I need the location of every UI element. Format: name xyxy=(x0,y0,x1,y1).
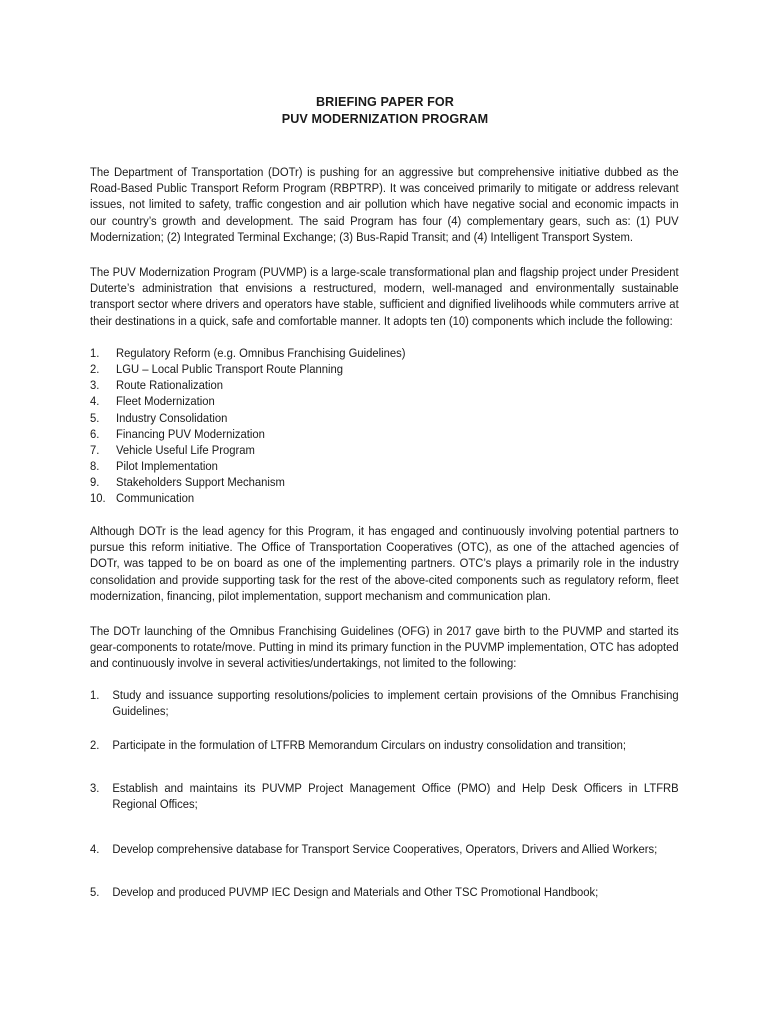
paragraph-intro: The Department of Transportation (DOTr) is pushing for an aggressive but comprehensive initiative dubbed as the Road-Based Public Transport Reform Program (RBPTRP). It was conceived primarily to mitigate or address relevant issues, not limited to safety, traffic congestion and air pollution which have negative social and economic impacts in our country’s growth and development. The said Program has four (4) complementary gears, such as: (1) PUV Modernization; (2) Integrated Terminal Exchange; (3) Bus-Rapid Transit; and (4) Intelligent Transport System. xyxy=(90,165,679,244)
activity-text: Study and issuance supporting resolutions/policies to implement certain provisions of the Omnibus Franchising Guidelines; xyxy=(112,688,679,719)
activity-text: Develop comprehensive database for Transport Service Cooperatives, Operators, Drivers and Allied Workers; xyxy=(112,842,658,856)
list-item-text: Communication xyxy=(116,491,195,506)
list-item-number: 1. xyxy=(90,346,100,360)
activity-number: 3. xyxy=(90,781,100,795)
list-item-text: Financing PUV Modernization xyxy=(116,426,265,441)
activity-item xyxy=(90,737,679,753)
list-item-number: 3. xyxy=(90,378,100,393)
list-item xyxy=(90,474,405,490)
list-item xyxy=(90,345,405,361)
paragraph-puvmp: The PUV Modernization Program (PUVMP) is a large-scale transformational plan and flagship project under President Duterte’s administration that envisions a restructured, modern, well-managed and environmentally sustainable transport sector where drivers and operators have stable, sufficient and dignified livelihoods while commuters arrive at their destinations in a quick, safe and comfortable manner. It adopts ten (10) components which include the following: xyxy=(90,265,679,328)
activity-item xyxy=(90,884,679,900)
activity-item xyxy=(90,687,679,719)
list-item-text: Regulatory Reform (e.g. Omnibus Franchising Guidelines) xyxy=(116,346,406,360)
list-item xyxy=(90,410,405,426)
list-item-number: 6. xyxy=(90,426,100,441)
list-item-text: Route Rationalization xyxy=(116,378,223,393)
list-item xyxy=(90,377,405,393)
activity-text: Participate in the formulation of LTFRB Memorandum Circulars on industry consolidation and transition; xyxy=(112,738,626,752)
list-item-number: 7. xyxy=(90,442,100,457)
list-item xyxy=(90,393,405,409)
list-item xyxy=(90,361,405,377)
document-title-line2: PUV MODERNIZATION PROGRAM xyxy=(281,112,489,126)
paragraph-otc: Although DOTr is the lead agency for this Program, it has engaged and continuously involving potential partners to pursue this reform initiative. The Office of Transportation Cooperatives (OTC), as one of the attached agencies of DOTr, was tapped to be on board as one of the implementing partners. OTC’s plays a primarily role in the industry consolidation and provide supporting task for the rest of the above-cited components such as regulatory reform, fleet modernization, financing, pilot implementation, support mechanism and communication plan. xyxy=(90,524,679,603)
document-title-line1: BRIEFING PAPER FOR xyxy=(315,95,454,109)
list-item xyxy=(90,458,405,474)
list-item xyxy=(90,442,405,458)
activity-number: 5. xyxy=(90,885,100,899)
list-item-number: 2. xyxy=(90,362,100,377)
activity-text: Establish and maintains its PUVMP Project Management Office (PMO) and Help Desk Officers in LTFRB Regional Offices; xyxy=(112,781,679,812)
list-item-text: Pilot Implementation xyxy=(116,459,218,474)
paragraph-ofg: The DOTr launching of the Omnibus Franchising Guidelines (OFG) in 2017 gave birth to the PUVMP and started its gear-components to rotate/move. Putting in mind its primary function in the PUVMP implementation, OTC has adopted and continuously involve in several activities/undertakings, not limited to the following: xyxy=(90,624,679,671)
list-item-text: Fleet Modernization xyxy=(116,394,215,409)
list-item xyxy=(90,426,405,442)
list-item-number: 9. xyxy=(90,475,100,490)
list-item-text: LGU – Local Public Transport Route Planning xyxy=(116,362,343,377)
activity-number: 4. xyxy=(90,842,100,856)
activity-number: 2. xyxy=(90,738,100,752)
list-item-text: Vehicle Useful Life Program xyxy=(116,442,255,457)
list-item-number: 10. xyxy=(90,491,106,506)
list-item-text: Industry Consolidation xyxy=(116,410,228,425)
list-item-number: 5. xyxy=(90,410,100,425)
list-item-number: 8. xyxy=(90,459,100,474)
activity-text: Develop and produced PUVMP IEC Design and Materials and Other TSC Promotional Handbook; xyxy=(112,885,599,899)
activity-number: 1. xyxy=(90,688,100,702)
activity-item xyxy=(90,780,679,812)
list-item xyxy=(90,490,405,506)
activity-item xyxy=(90,841,679,857)
list-item-text: Stakeholders Support Mechanism xyxy=(116,475,285,490)
list-item-number: 4. xyxy=(90,394,100,409)
components-list xyxy=(90,345,405,507)
